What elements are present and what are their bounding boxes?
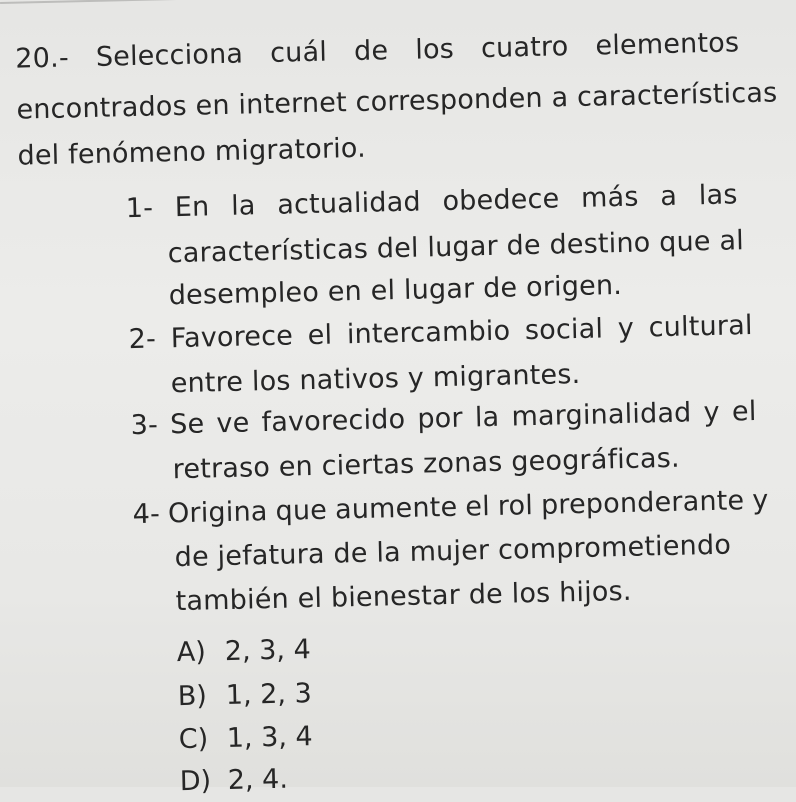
item-word: el [307,319,333,352]
item-word: intercambio [346,315,511,351]
option-letter: B) [177,680,208,713]
question-word: de [353,35,389,67]
option-letter: C) [178,723,209,756]
top-rule [0,0,520,4]
question-line-3: del fenómeno migratorio. [17,132,367,172]
option-value: 2, 3, 4 [224,634,312,668]
item-word: preponderante [540,485,745,521]
item-word: En [174,191,210,224]
option-b [177,678,312,713]
item-word: a [660,180,678,213]
item-word: que [275,494,328,527]
item-word: el [731,395,757,428]
question-word: elementos [595,27,740,62]
question-word: cuál [269,36,328,69]
item-1-line-3: desempleo en el lugar de origen. [168,269,623,312]
item-3-line-2: retraso en ciertas zonas geográficas. [172,442,681,486]
option-value: 2, 4. [227,763,289,797]
item-2-first-line [128,310,753,356]
question-word: los [414,33,455,66]
item-word: ve [216,407,250,440]
question-word: cuatro [480,31,569,65]
item-3-number: 3- [130,409,159,442]
option-c [178,721,313,756]
item-2-number: 2- [128,323,157,356]
item-word: marginalidad [511,397,692,433]
question-line-2: encontrados en internet corresponden a características [16,77,778,126]
item-word: actualidad [276,186,422,221]
question-number: 20.- [14,42,70,75]
item-2-line-2: entre los nativos y migrantes. [170,358,581,400]
item-word: Se [169,408,205,441]
item-1-number: 1- [125,192,154,225]
option-a [177,634,312,669]
item-word: y [751,484,769,517]
item-4-first-line [132,485,769,531]
item-word: Favorece [170,320,294,355]
option-value: 1, 3, 4 [226,721,314,755]
item-word: cultural [648,310,753,344]
option-d [179,764,288,798]
item-word: aumente [334,491,458,526]
item-word: obedece [442,183,560,218]
item-4-number: 4- [132,498,161,531]
item-3-first-line [130,396,757,442]
item-word: social [524,313,604,347]
option-letter: D) [179,765,212,798]
question-line-1 [15,27,740,75]
item-4-line-2: de jefatura de la mujer comprometiendo [174,529,732,574]
item-word: las [698,179,738,212]
item-4-line-3: también el bienestar de los hijos. [175,575,632,618]
item-word: y [703,396,721,429]
item-word: Origina [167,496,268,530]
item-word: favorecido [261,403,406,439]
item-1-first-line [125,179,738,225]
item-1-line-2: características del lugar de destino que al [167,225,745,270]
option-value: 1, 2, 3 [225,678,313,712]
item-word: y [617,312,635,345]
question-word: Selecciona [95,38,244,73]
option-letter: A) [176,636,207,669]
item-word: el [464,491,491,523]
item-word: la [474,401,500,434]
item-word: más [580,181,639,214]
item-word: rol [497,490,534,522]
item-word: la [230,190,256,222]
item-word: por [417,402,464,435]
